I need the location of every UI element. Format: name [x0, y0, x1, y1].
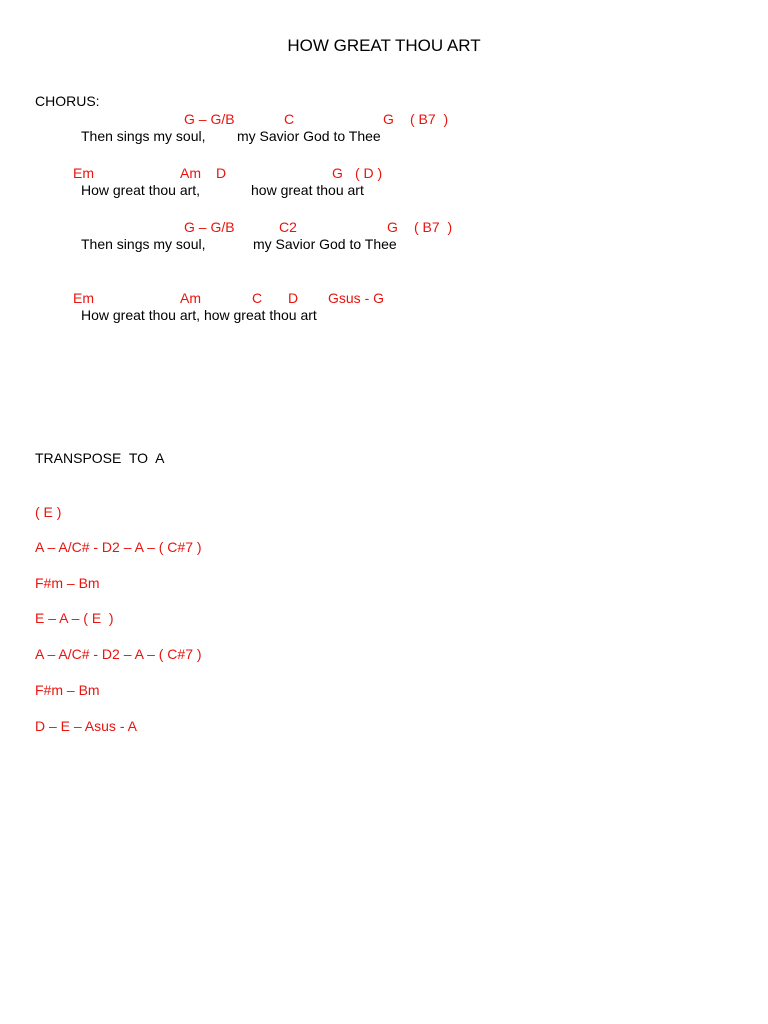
chord: C [284, 111, 295, 127]
chord: ( B7 ) [414, 219, 453, 235]
chord: C2 [279, 219, 297, 235]
transpose-heading: TRANSPOSE TO A [35, 450, 165, 466]
chord: Em [73, 165, 94, 181]
chord: G – G/B [184, 111, 235, 127]
chord: Gsus - G [328, 290, 385, 306]
chord: D [216, 165, 227, 181]
transpose-line: F#m – Bm [35, 682, 100, 698]
chord: ( D ) [355, 165, 383, 181]
lyric: my Savior God to Thee [253, 236, 397, 252]
lyric: How great thou art, how great thou art [81, 307, 317, 323]
chord: G [383, 111, 394, 127]
chord: C [252, 290, 263, 306]
lyric: Then sings my soul, [81, 236, 206, 252]
transpose-line: E – A – ( E ) [35, 610, 114, 626]
lyric: how great thou art [251, 182, 364, 198]
chorus-label: CHORUS: [35, 93, 100, 109]
lyric: Then sings my soul, [81, 128, 206, 144]
chord: G – G/B [184, 219, 235, 235]
lyric: my Savior God to Thee [237, 128, 381, 144]
chord: Em [73, 290, 94, 306]
chord: ( B7 ) [410, 111, 449, 127]
transpose-line: F#m – Bm [35, 575, 100, 591]
transpose-line: A – A/C# - D2 – A – ( C#7 ) [35, 539, 202, 555]
chord: G [387, 219, 398, 235]
transpose-line: D – E – Asus - A [35, 718, 137, 734]
chord: D [288, 290, 299, 306]
transpose-line: ( E ) [35, 504, 62, 520]
lyric: How great thou art, [81, 182, 201, 198]
transpose-line: A – A/C# - D2 – A – ( C#7 ) [35, 646, 202, 662]
chord: Am [180, 290, 201, 306]
chord: G [332, 165, 343, 181]
chord: Am [180, 165, 201, 181]
page-title: HOW GREAT THOU ART [287, 36, 481, 55]
